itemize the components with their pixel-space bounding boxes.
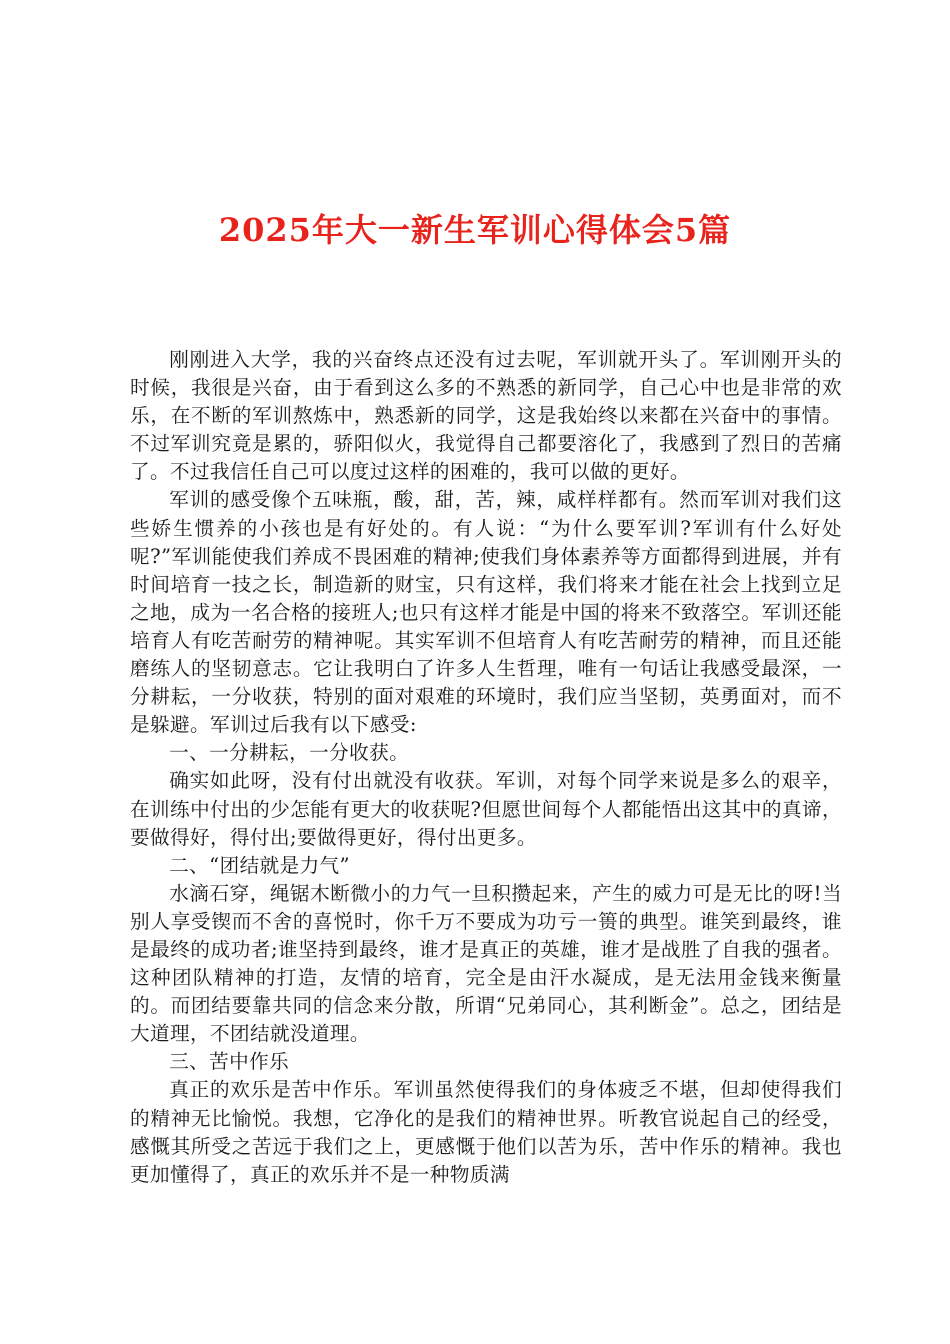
paragraph-4: 水滴石穿，绳锯木断微小的力气一旦积攒起来，产生的威力可是无比的呀!当别人享受锲而不舍的喜悦时，你千万不要成为功亏一篑的典型。谁笑到最终，谁是最终的成功者;谁坚持到最终，谁才是真正的英雄，谁才是战胜了自我的强者。这种团队精神的打造，友情的培育，完全是由汗水凝成，是无法用金钱来衡量的。而团结要靠共同的信念来分散，所谓“兄弟同心，其利断金”。总之，团结是大道理，不团结就没道理。 — [130, 881, 842, 1046]
paragraph-5: 真正的欢乐是苦中作乐。军训虽然使得我们的身体疲乏不堪，但却使得我们的精神无比愉悦。我想，它净化的是我们的精神世界。听教官说起自己的经受，感慨其所受之苦远于我们之上，更感慨于他们以苦为乐，苦中作乐的精神。我也更加懂得了，真正的欢乐并不是一种物质满 — [130, 1078, 842, 1186]
section-heading-2: 二、“团结就是力气” — [169, 853, 350, 877]
document-body — [130, 346, 842, 1189]
paragraph-1: 刚刚进入大学，我的兴奋终点还没有过去呢，军训就开头了。军训刚开头的时候，我很是兴奋，由于看到这么多的不熟悉的新同学，自己心中也是非常的欢乐，在不断的军训熬炼中，熟悉新的同学，这是我始终以来都在兴奋中的事情。不过军训究竟是累的，骄阳似火，我觉得自己都要溶化了，我感到了烈日的苦痛了。不过我信任自己可以度过这样的困难的，我可以做的更好。 — [130, 348, 842, 484]
section-heading-3: 三、苦中作乐 — [169, 1050, 290, 1074]
paragraph-2: 军训的感受像个五味瓶，酸，甜，苦，辣，咸样样都有。然而军训对我们这些娇生惯养的小孩也是有好处的。有人说：“为什么要军训?军训有什么好处呢?”军训能使我们养成不畏困难的精神;使我们身体素养等方面都得到进展，并有时间培育一技之长，制造新的财宝，只有这样，我们将来才能在社会上找到立足之地，成为一名合格的接班人;也只有这样才能是中国的将来不致落空。军训还能培育人有吃苦耐劳的精神呢。其实军训不但培育人有吃苦耐劳的精神，而且还能磨练人的坚韧意志。它让我明白了许多人生哲理，唯有一句话让我感受最深，一分耕耘，一分收获，特别的面对艰难的环境时，我们应当坚韧，英勇面对，而不是躲避。军训过后我有以下感受: — [130, 488, 842, 737]
section-heading-1: 一、一分耕耘，一分收获。 — [169, 741, 410, 765]
paragraph-3: 确实如此呀，没有付出就没有收获。军训，对每个同学来说是多么的艰辛，在训练中付出的少怎能有更大的收获呢?但愿世间每个人都能悟出这其中的真谛，要做得好，得付出;要做得更好，得付出更多。 — [130, 769, 842, 849]
document-title: 2025年大一新生军训心得体会5篇 — [218, 211, 732, 249]
